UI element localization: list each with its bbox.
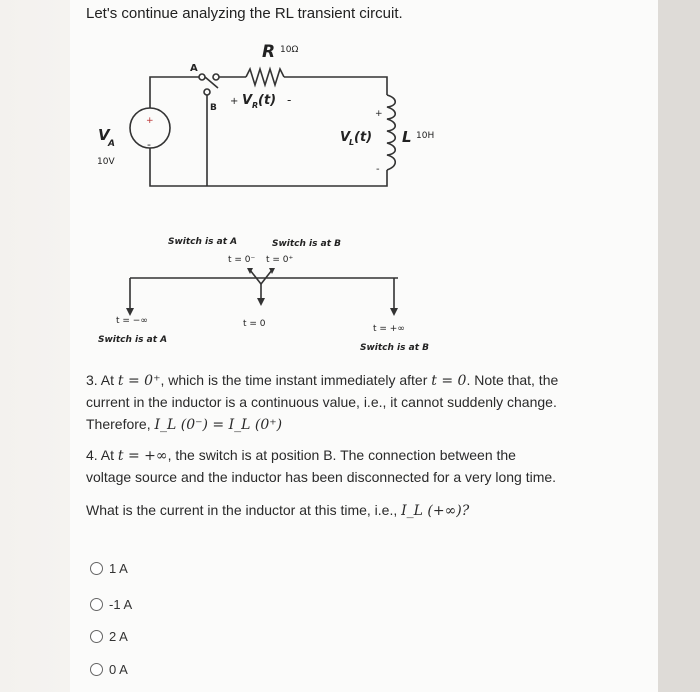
node-b-label: B xyxy=(210,103,217,113)
vl-subscript: L xyxy=(349,138,355,147)
switch-at-a-upper: Switch is at A xyxy=(168,237,238,247)
option-1a[interactable] xyxy=(90,561,128,576)
radio-button[interactable] xyxy=(90,598,103,611)
vr-minus: - xyxy=(287,93,292,107)
resistor-value: 10Ω xyxy=(280,45,299,55)
source-minus: - xyxy=(147,138,151,151)
q4-line-3 xyxy=(86,500,469,521)
inductor-plus: + xyxy=(375,109,383,119)
q3-text: . Note that, the xyxy=(466,372,559,388)
inductor-label: L xyxy=(402,128,412,146)
q4-math: I_L (+∞)? xyxy=(401,503,470,519)
radio-button[interactable] xyxy=(90,562,103,575)
option-2a[interactable] xyxy=(90,629,128,644)
t-zero-label: t = 0 xyxy=(243,319,266,329)
vr-tail: (t) xyxy=(258,93,277,108)
q4-text: 4. At xyxy=(86,447,118,463)
q4-text: What is the current in the inductor at this time, i.e., xyxy=(86,502,402,518)
t-neg-inf-label: t = −∞ xyxy=(116,316,148,326)
vr-subscript: R xyxy=(252,101,259,110)
radio-button[interactable] xyxy=(90,630,103,643)
option-label: 2 A xyxy=(109,629,128,644)
inductor-minus: - xyxy=(376,164,380,175)
option-0a[interactable] xyxy=(90,662,128,677)
q3-line-1 xyxy=(86,370,558,391)
source-subscript: A xyxy=(108,139,115,149)
source-label: V xyxy=(98,126,110,144)
q4-line-2: voltage source and the inductor has been disconnected for a very long time. xyxy=(86,469,557,485)
inductor-value: 10H xyxy=(416,131,435,141)
resistor-label: R xyxy=(262,42,276,62)
q4-line-1 xyxy=(86,445,516,466)
t-zero-plus-label: t = 0⁺ xyxy=(266,255,294,265)
source-value: 10V xyxy=(97,157,115,167)
q3-line-2: current in the inductor is a continuous value, i.e., it cannot suddenly change. xyxy=(86,394,557,410)
page-title: Let's continue analyzing the RL transient circuit. xyxy=(86,5,403,22)
vr-label: V xyxy=(242,93,253,108)
q3-text: Therefore, xyxy=(86,416,155,432)
t-zero-minus-label: t = 0⁻ xyxy=(228,255,256,265)
option-label: 0 A xyxy=(109,662,128,677)
option-label: -1 A xyxy=(109,597,133,612)
q3-math: I_L (0⁻) = I_L (0⁺) xyxy=(154,417,283,433)
radio-button[interactable] xyxy=(90,663,103,676)
source-plus: + xyxy=(146,116,154,126)
switch-at-b-lower: Switch is at B xyxy=(360,343,430,353)
q4-math: t = +∞ xyxy=(117,448,168,464)
vr-plus: + xyxy=(230,96,239,107)
q3-text: 3. At xyxy=(86,372,118,388)
switch-at-b-upper: Switch is at B xyxy=(272,239,342,249)
switch-at-a-lower: Switch is at A xyxy=(98,335,168,345)
t-pos-inf-label: t = +∞ xyxy=(373,324,405,334)
q3-text: , which is the time instant immediately after xyxy=(160,372,432,388)
node-a-label: A xyxy=(190,63,198,74)
vl-label: V xyxy=(340,130,351,145)
option-label: 1 A xyxy=(109,561,128,576)
vl-tail: (t) xyxy=(354,130,373,145)
q4-text: , the switch is at position B. The connection between the xyxy=(167,447,516,463)
q3-line-3 xyxy=(86,414,282,435)
q3-math: t = 0 xyxy=(431,373,467,389)
q3-math: t = 0⁺ xyxy=(117,373,161,389)
option-neg-1a[interactable] xyxy=(90,597,132,612)
